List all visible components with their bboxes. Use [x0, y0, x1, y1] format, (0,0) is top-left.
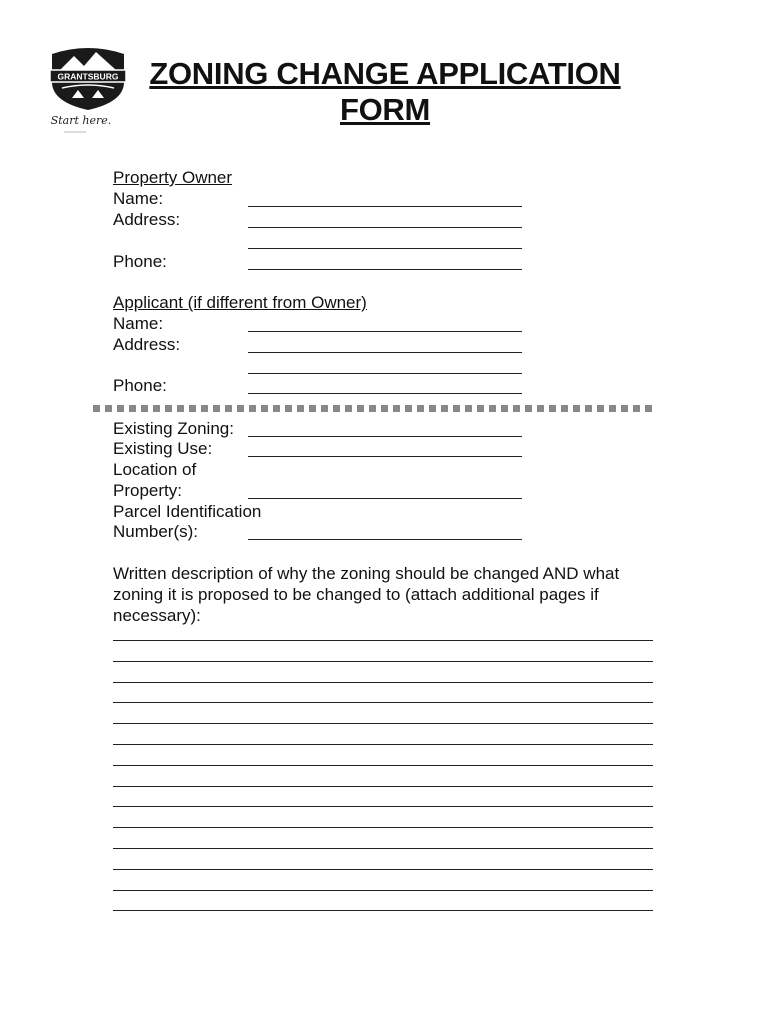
owner-name-field[interactable]	[248, 206, 522, 207]
applicant-heading: Applicant (if different from Owner)	[113, 293, 367, 312]
description-line[interactable]	[113, 786, 653, 787]
description-line[interactable]	[113, 744, 653, 745]
description-line[interactable]	[113, 910, 653, 911]
description-line[interactable]	[113, 765, 653, 766]
location-label-line1: Location of	[113, 460, 197, 479]
description-line[interactable]	[113, 827, 653, 828]
parcel-label-line2: Number(s):	[113, 522, 199, 541]
applicant-phone-field[interactable]	[248, 393, 522, 394]
existing-zoning-field[interactable]	[248, 436, 522, 437]
applicant-name-label: Name:	[113, 314, 164, 333]
description-line[interactable]	[113, 661, 653, 662]
owner-phone-field[interactable]	[248, 269, 522, 270]
description-line[interactable]	[113, 723, 653, 724]
description-line[interactable]	[113, 640, 653, 641]
parcel-label-line1: Parcel Identification	[113, 502, 262, 521]
description-line[interactable]	[113, 682, 653, 683]
applicant-address-label: Address:	[113, 335, 181, 354]
applicant-address-field-2[interactable]	[248, 373, 522, 374]
owner-name-label: Name:	[113, 189, 164, 208]
logo-tagline: Start here.	[50, 114, 112, 127]
owner-heading: Property Owner	[113, 168, 233, 187]
owner-address-field-2[interactable]	[248, 248, 522, 249]
owner-address-label: Address:	[113, 210, 181, 229]
description-line[interactable]	[113, 702, 653, 703]
dotted-separator	[93, 405, 653, 412]
description-line[interactable]	[113, 806, 653, 807]
description-line[interactable]	[113, 890, 653, 891]
owner-address-field-1[interactable]	[248, 227, 522, 228]
parcel-number-field[interactable]	[248, 539, 522, 540]
description-prompt: Written description of why the zoning should be changed AND what zoning it is proposed to be changed to (attach additional pages if necessary):	[113, 564, 620, 625]
existing-use-field[interactable]	[248, 456, 522, 457]
applicant-name-field[interactable]	[248, 331, 522, 332]
description-line[interactable]	[113, 848, 653, 849]
existing-zoning-label: Existing Zoning:	[113, 419, 234, 438]
existing-use-label: Existing Use:	[113, 439, 213, 458]
title-line-1: ZONING CHANGE APPLICATION	[149, 56, 621, 91]
applicant-phone-label: Phone:	[113, 376, 167, 395]
title-line-2: FORM	[339, 92, 431, 127]
logo-text: GRANTSBURG	[57, 71, 119, 82]
location-label-line2: Property:	[113, 481, 182, 500]
applicant-address-field-1[interactable]	[248, 352, 522, 353]
description-line[interactable]	[113, 869, 653, 870]
owner-phone-label: Phone:	[113, 252, 167, 271]
location-field[interactable]	[248, 498, 522, 499]
